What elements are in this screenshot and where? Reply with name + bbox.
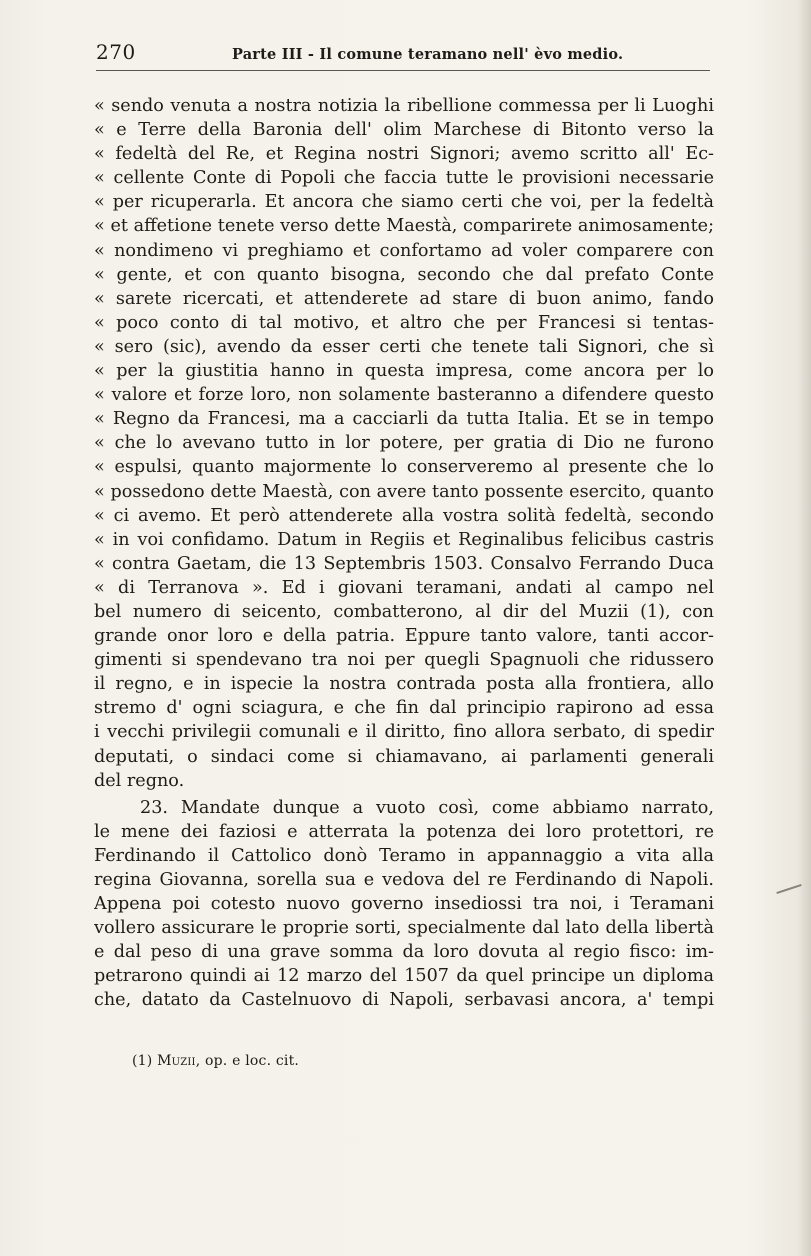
body-text	[94, 94, 714, 1013]
text-line: « ci avemo. Et però attenderete alla vostra solità fedeltà, secondo	[94, 505, 714, 526]
text-line: le mene dei faziosi e atterrata la potenza dei loro protettori, re	[94, 821, 714, 842]
text-line: « in voi confidamo. Datum in Regiis et Reginalibus felicibus castris	[94, 529, 714, 550]
text-line: grande onor loro e della patria. Eppure tanto valore, tanti accor-	[94, 626, 714, 647]
text-line: « poco conto di tal motivo, et altro che per Francesi si tentas-	[94, 312, 714, 333]
running-head: Parte III - Il comune teramano nell' èvo medio.	[232, 46, 624, 63]
text-line: del regno.	[94, 770, 185, 791]
text-line: « possedono dette Maestà, con avere tanto possente esercito, quanto	[94, 481, 714, 502]
text-line: il regno, e in ispecie la nostra contrada posta alla frontiera, allo	[94, 674, 714, 695]
text-line: « et affetione tenete verso dette Maestà, comparirete animosamente;	[94, 216, 714, 237]
text-line: « di Terranova ». Ed i giovani teramani, andati al campo nel	[94, 577, 714, 598]
text-line: stremo d' ogni sciagura, e che fin dal principio rapirono ad essa	[94, 698, 714, 719]
text-line: « gente, et con quanto bisogna, secondo che dal prefato Conte	[94, 264, 714, 285]
page-header	[96, 40, 710, 70]
text-line: « nondimeno vi preghiamo et confortamo ad voler comparere con	[94, 240, 714, 261]
text-line: « che lo avevano tutto in lor potere, per gratia di Dio ne furono	[94, 433, 714, 454]
text-line: Appena poi cotesto nuovo governo insediossi tra noi, i Teramani	[94, 894, 714, 915]
footnote	[132, 1053, 299, 1069]
text-line: regina Giovanna, sorella sua e vedova del re Ferdinando di Napoli.	[94, 870, 714, 890]
text-line: « Regno da Francesi, ma a cacciarli da tutta Italia. Et se in tempo	[94, 409, 714, 430]
text-line: « valore et forze loro, non solamente basteranno a difendere questo	[94, 385, 714, 406]
page-edge-shadow	[797, 0, 811, 1256]
text-line: « fedeltà del Re, et Regina nostri Signori; avemo scritto all' Ec-	[94, 144, 714, 165]
paragraph-2	[94, 796, 714, 1013]
text-line: che, datato da Castelnuovo di Napoli, serbavasi ancora, a' tempi	[94, 990, 714, 1011]
text-line: petrarono quindi ai 12 marzo del 1507 da quel principe un diploma	[94, 966, 714, 987]
text-line: Ferdinando il Cattolico donò Teramo in appannaggio a vita alla	[94, 845, 714, 866]
text-line: « sarete ricercati, et attenderete ad stare di buon animo, fando	[94, 288, 714, 309]
text-line: « espulsi, quanto majormente lo conserveremo al presente che lo	[94, 457, 714, 478]
text-line: « per ricuperarla. Et ancora che siamo certi che voi, per la fedeltà	[94, 192, 714, 213]
text-line: « e Terre della Baronia dell' olim Marchese di Bitonto verso la	[94, 120, 714, 141]
page-number: 270	[96, 40, 136, 64]
footnote-text: , op. e loc. cit.	[195, 1053, 300, 1069]
text-line: « sendo venuta a nostra notizia la ribellione commessa per li Luoghi	[94, 96, 714, 116]
text-line: « sero (sic), avendo da esser certi che tenete tali Signori, che sì	[94, 336, 714, 357]
paragraph-1	[94, 94, 714, 793]
text-line: 23. Mandate dunque a vuoto così, come abbiamo narrato,	[140, 797, 714, 818]
text-line: vollero assicurare le proprie sorti, specialmente dal lato della libertà	[94, 918, 714, 939]
text-line: gimenti si spendevano tra noi per quegli Spagnuoli che ridussero	[94, 650, 714, 671]
text-line: « cellente Conte di Popoli che faccia tutte le provisioni necessarie	[94, 168, 714, 189]
footnote-author: Muzii	[157, 1053, 196, 1069]
header-rule	[96, 70, 710, 71]
footnote-marker: (1)	[132, 1053, 153, 1069]
text-line: bel numero di seicento, combatterono, al dir del Muzii (1), con	[94, 601, 714, 622]
text-line: deputati, o sindaci come si chiamavano, ai parlamenti generali	[94, 746, 714, 767]
text-line: e dal peso di una grave somma da loro dovuta al regio fisco: im-	[94, 942, 714, 963]
text-line: « per la giustitia hanno in questa impresa, come ancora per lo	[94, 361, 714, 382]
text-line: i vecchi privilegii comunali e il diritto, fino allora serbato, di spedir	[94, 722, 714, 743]
text-line: « contra Gaetam, die 13 Septembris 1503. Consalvo Ferrando Duca	[94, 553, 714, 574]
